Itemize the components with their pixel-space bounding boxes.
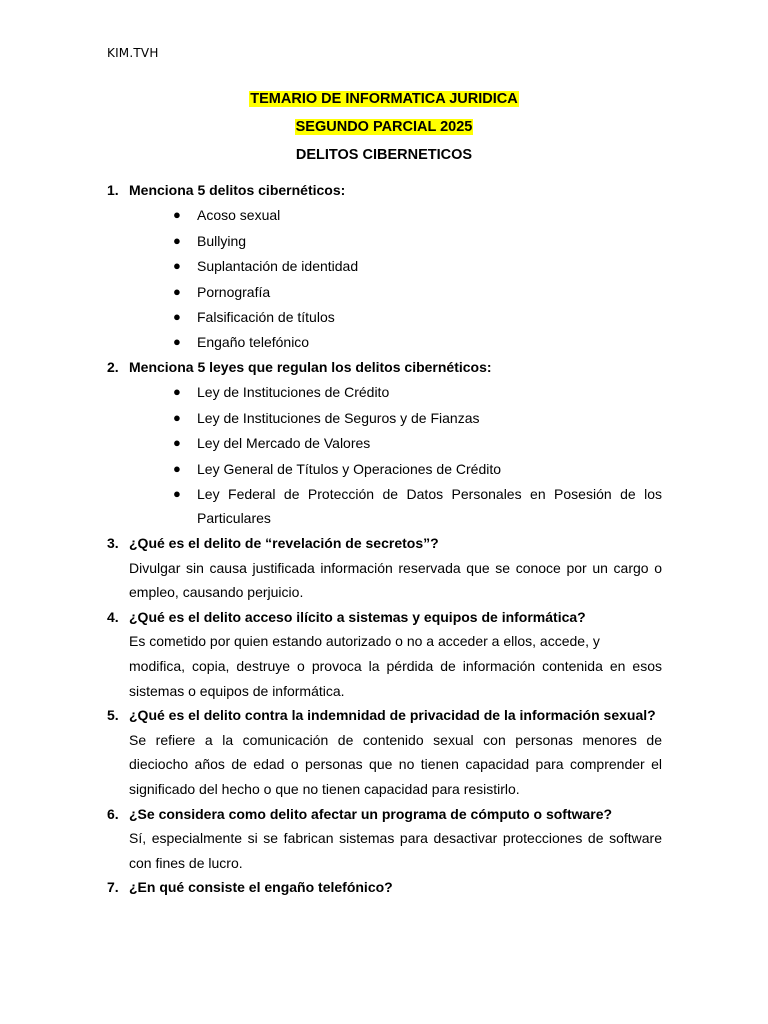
list-item [107,203,662,228]
question-number: 1. [107,182,119,198]
list-item-text: Ley de Instituciones de Crédito [197,384,390,401]
bullet-icon: ● [173,460,181,476]
list-item [107,430,662,455]
bullet-list [107,380,662,532]
question-number: 2. [107,358,119,375]
list-item-text: Bullying [197,232,247,249]
question-text: ¿Qué es el delito contra la indemnidad de privacidad de la información sexual? [129,707,656,724]
bullet-icon: ● [173,232,181,248]
bullet-icon: ● [173,485,181,501]
answer-text: Se refiere a la comunicación de contenido sexual con personas menores de dieciocho años de edad o personas que no tienen capacidad para comprender el significado del hecho o que no tienen capacidad para resistirlo. [129,731,662,798]
question-number: 5. [107,707,119,724]
question-6 [107,802,662,876]
answer-text: Sí, especialmente si se fabrican sistemas para desactivar protecciones de software con fines de lucro. [129,830,662,871]
list-item-text: Engaño telefónico [197,334,310,351]
list-item [107,456,662,481]
list-item-text: Suplantación de identidad [197,258,359,275]
title-parcial: SEGUNDO PARCIAL 2025 [295,119,473,135]
question-number: 4. [107,608,119,625]
list-item [107,304,662,329]
list-item-text: Ley General de Títulos y Operaciones de Crédito [197,460,502,477]
bullet-list [107,203,662,355]
list-item-text: Pornografía [197,283,271,300]
question-text: ¿Qué es el delito acceso ilícito a sistemas y equipos de informática? [129,608,586,625]
list-item [107,481,662,531]
question-number: 3. [107,535,119,552]
question-2 [107,355,662,531]
list-item-text: Ley del Mercado de Valores [197,435,371,452]
list-item [107,405,662,430]
question-text: ¿Qué es el delito de “revelación de secretos”? [129,535,439,552]
title-temario: TEMARIO DE INFORMATICA JURIDICA [250,91,518,107]
list-item [107,228,662,253]
question-3 [107,531,662,605]
bullet-icon: ● [173,435,181,451]
question-text: Menciona 5 leyes que regulan los delitos cibernéticos: [129,358,492,375]
question-7 [107,875,662,900]
list-item-text: Ley de Instituciones de Seguros y de Fianzas [197,409,480,426]
header-author: KIM.TVH [107,46,159,60]
list-item-text: Acoso sexual [197,207,281,224]
question-text: ¿En qué consiste el engaño telefónico? [129,879,393,896]
list-item [107,253,662,278]
question-text: ¿Se considera como delito afectar un programa de cómputo o software? [129,805,613,822]
title-block [0,90,768,174]
question-number: 6. [107,805,119,822]
list-item [107,279,662,304]
answer-text: Divulgar sin causa justificada información reservada que se conoce por un cargo o empleo, causando perjuicio. [129,559,662,601]
answer-text-line-1: Es cometido por quien estando autorizado o no a acceder a ellos, accede, y [129,633,600,650]
list-item-text: Ley Federal de Protección de Datos Personales en Posesión de los Particulares [197,485,662,527]
bullet-icon: ● [173,283,181,299]
list-item [107,380,662,405]
bullet-icon: ● [173,409,181,425]
list-item [107,330,662,355]
answer-text-line-2: modifica, copia, destruye o provoca la pérdida de información contenida en esos sistemas o equipos de informática. [129,658,662,699]
bullet-icon: ● [173,258,181,274]
question-1 [107,178,662,355]
bullet-icon: ● [173,384,181,400]
list-item-text: Falsificación de títulos [197,308,335,325]
bullet-icon: ● [173,207,181,223]
title-section: DELITOS CIBERNETICOS [295,147,473,163]
question-number: 7. [107,879,119,896]
questions-list [107,178,662,900]
question-text: Menciona 5 delitos cibernéticos: [129,182,346,198]
question-5 [107,703,662,801]
bullet-icon: ● [173,308,181,324]
bullet-icon: ● [173,334,181,350]
question-4 [107,605,662,703]
